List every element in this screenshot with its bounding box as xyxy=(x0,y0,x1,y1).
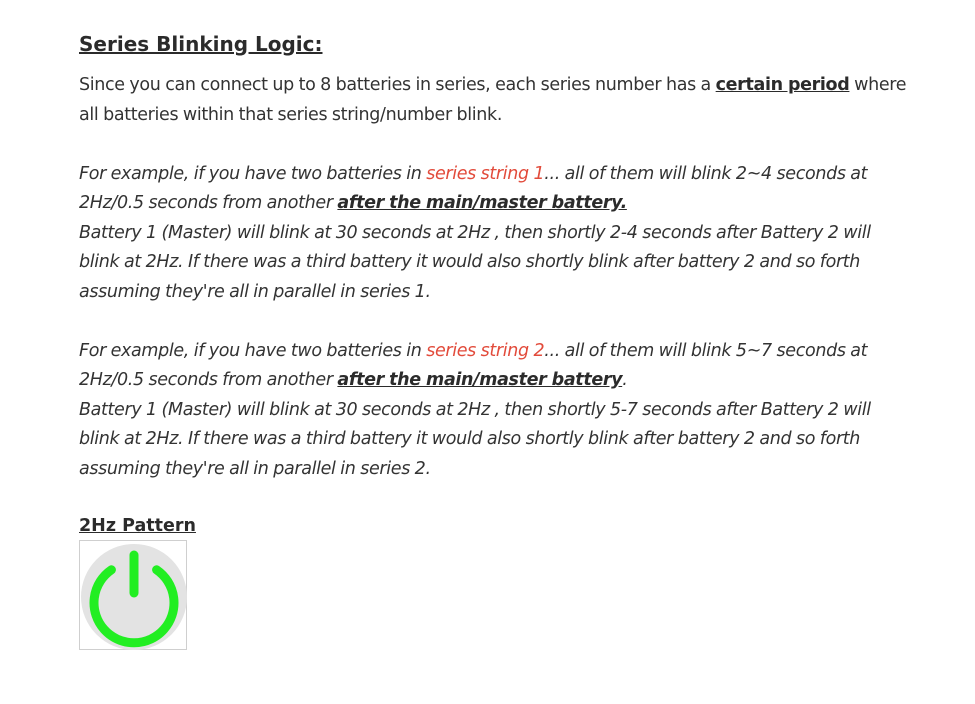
example-1-detail: Battery 1 (Master) will blink at 30 seconds at 2Hz , then shortly 2-4 seconds after Battery 2 will blink at 2Hz. If there was a third battery it would also shortly blink after battery 2 and so forth assuming they're all in parallel in series 1. xyxy=(79,222,871,302)
example-2-text-middle: ... all of them will blink 5~7 seconds at 2Hz/0.5 seconds from another xyxy=(79,340,868,390)
intro-text-start: Since you can connect up to 8 batteries in series, each series number has a xyxy=(79,75,716,95)
intro-emphasis: certain period xyxy=(715,75,850,95)
example-2-emphasis: after the main/master battery xyxy=(337,370,623,390)
example-2-text-end: . xyxy=(622,370,628,390)
example-1-series-label: series string 1 xyxy=(426,163,545,184)
intro-text-end: where all batteries within that series string/number blink. xyxy=(79,75,907,125)
paragraph-spacer xyxy=(79,307,909,337)
pattern-image xyxy=(79,540,187,650)
pattern-title: 2Hz Pattern xyxy=(79,515,196,536)
example-1-text-start: For example, if you have two batteries in xyxy=(79,163,427,184)
intro-paragraph xyxy=(79,71,909,130)
example-2-series-label: series string 2 xyxy=(426,340,545,361)
example-2-paragraph xyxy=(79,337,909,485)
example-2-detail: Battery 1 (Master) will blink at 30 seconds at 2Hz , then shortly 5-7 seconds after Battery 2 will blink at 2Hz. If there was a third battery it would also shortly blink after battery 2 and so forth assuming they're all in parallel in series 2. xyxy=(79,399,871,479)
example-1-paragraph xyxy=(79,160,909,308)
paragraph-spacer xyxy=(79,130,909,160)
page-title: Series Blinking Logic: xyxy=(79,32,323,56)
example-1-text-middle: ... all of them will blink 2~4 seconds at 2Hz/0.5 seconds from another xyxy=(79,163,868,213)
power-icon xyxy=(80,541,188,651)
example-2-text-start: For example, if you have two batteries in xyxy=(79,340,427,361)
example-1-emphasis: after the main/master battery. xyxy=(337,193,627,213)
paragraph-spacer xyxy=(79,484,909,514)
article-content xyxy=(79,28,909,650)
